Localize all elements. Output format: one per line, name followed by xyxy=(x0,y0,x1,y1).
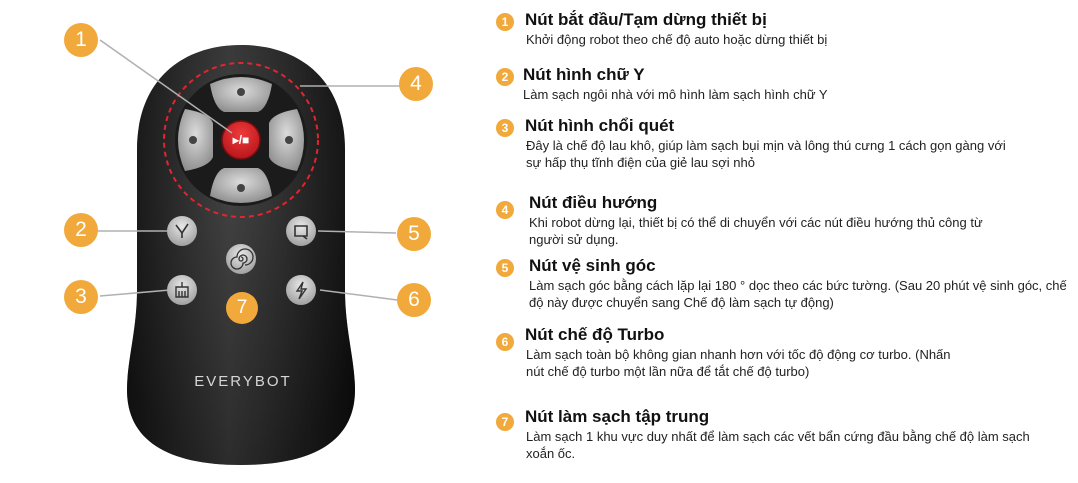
y-shape-button[interactable] xyxy=(167,216,197,246)
brush-button[interactable] xyxy=(167,275,197,305)
feature-title: Nút hình chổi quét xyxy=(525,116,675,135)
feature-description: Làm sạch góc bằng cách lặp lại 180 ° dọc theo các bức tường. (Sau 20 phút vệ sinh góc, chế độ này được chuyển sang Chế độ làm sạch tự động) xyxy=(529,278,1067,310)
brand-label: EVERYBOT xyxy=(194,373,292,390)
turbo-button[interactable] xyxy=(286,275,316,305)
callout-4: 4 xyxy=(399,67,433,101)
feature-number-badge: 5 xyxy=(496,259,514,277)
callout-7: 7 xyxy=(226,292,258,324)
feature-number-badge: 4 xyxy=(496,201,514,219)
feature-description: Làm sạch toàn bộ không gian nhanh hơn với tốc độ động cơ turbo. (Nhấn nút chế độ turbo một lần nữa để tắt chế độ turbo) xyxy=(526,347,951,379)
feature-title: Nút bắt đầu/Tạm dừng thiết bị xyxy=(525,10,767,29)
feature-title: Nút điều hướng xyxy=(529,193,658,212)
callout-6: 6 xyxy=(397,283,431,317)
spot-clean-button[interactable] xyxy=(226,244,256,274)
feature-description: Làm sạch 1 khu vực duy nhất để làm sạch các vết bẩn cứng đầu bằng chế độ làm sạch xoắn ốc. xyxy=(526,429,1030,461)
feature-description: Đây là chế độ lau khô, giúp làm sạch bụi mịn và lông thú cưng 1 cách gọn gàng với sự hấp thụ tĩnh điện của giẻ lau sợi nhỏ xyxy=(526,138,1006,170)
feature-title: Nút làm sạch tập trung xyxy=(525,407,710,426)
feature-description: Khởi động robot theo chế độ auto hoặc dừng thiết bị xyxy=(526,32,828,47)
callout-3: 3 xyxy=(64,280,98,314)
feature-number-badge: 1 xyxy=(496,13,514,31)
feature-description: Khi robot dừng lại, thiết bị có thể di chuyển với các nút điều hướng thủ công từ người sử dụng. xyxy=(529,215,983,247)
feature-title: Nút hình chữ Y xyxy=(523,65,645,84)
corner-clean-button[interactable] xyxy=(286,216,316,246)
callout-5: 5 xyxy=(397,217,431,251)
play-pause-icon: ▸/■ xyxy=(232,133,250,147)
feature-number-badge: 2 xyxy=(496,68,514,86)
callout-1: 1 xyxy=(64,23,98,57)
feature-title: Nút vệ sinh góc xyxy=(529,256,656,275)
remote-illustration xyxy=(0,0,490,483)
feature-number-badge: 6 xyxy=(496,333,514,351)
callout-2: 2 xyxy=(64,213,98,247)
feature-title: Nút chế độ Turbo xyxy=(525,325,665,344)
feature-description: Làm sạch ngôi nhà với mô hình làm sạch hình chữ Y xyxy=(523,87,828,102)
feature-number-badge: 3 xyxy=(496,119,514,137)
feature-number-badge: 7 xyxy=(496,413,514,431)
